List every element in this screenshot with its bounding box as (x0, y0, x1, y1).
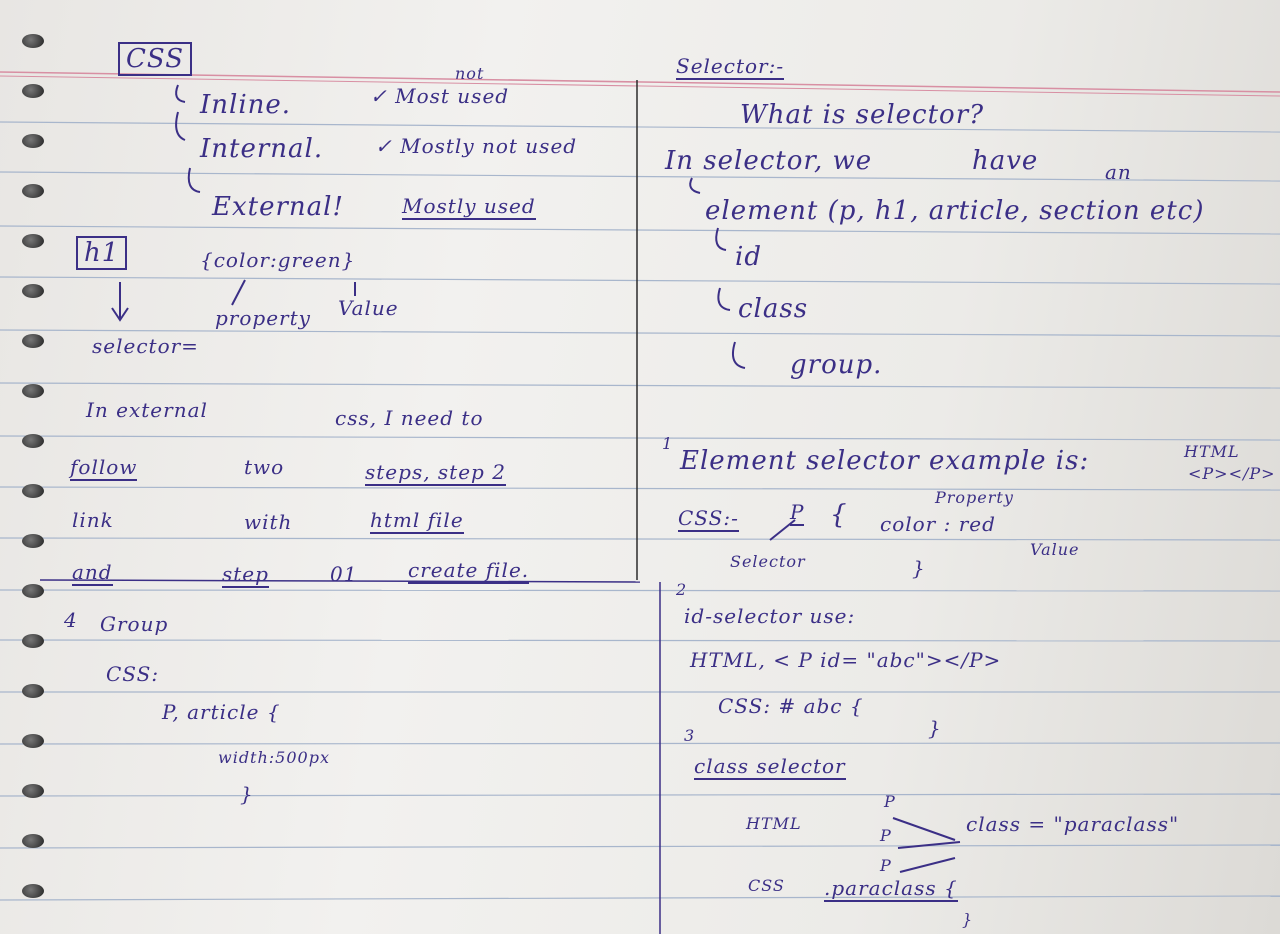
binding-ring (22, 784, 44, 798)
example-1-close: } (912, 556, 926, 580)
example-3-class: class = "paraclass" (966, 812, 1180, 836)
label-value: Value (338, 296, 399, 320)
example-3-css: CSS (748, 876, 785, 895)
para-text: step (222, 562, 269, 586)
example-3-html: HTML (746, 814, 802, 833)
selector-question: What is selector? (740, 100, 985, 130)
external-note: Mostly used (402, 194, 536, 218)
example-1-html-code: <P></P> (1188, 464, 1276, 483)
rule-selector: h1 (76, 236, 127, 270)
css-heading: CSS (118, 42, 192, 76)
binding-ring (22, 284, 44, 298)
para-text: with (244, 510, 293, 534)
label-property: property (215, 306, 311, 330)
example-3-p: P (880, 856, 892, 875)
group-number: 4 (64, 608, 78, 632)
group-css-label: CSS: (106, 662, 160, 686)
para-text: link (72, 508, 114, 532)
selector-intro-an: an (1105, 160, 1132, 184)
para-text: css, I need to (335, 406, 484, 430)
group-title: Group (100, 612, 169, 636)
para-text: 01 (330, 562, 358, 586)
para-text: two (244, 455, 285, 479)
para-text: In external (86, 398, 208, 422)
binding-ring (22, 584, 44, 598)
binding-ring (22, 184, 44, 198)
list-item-element: element (p, h1, article, section etc) (705, 196, 1205, 226)
example-3-p: P (880, 826, 892, 845)
example-2-css: CSS: # abc { (718, 694, 864, 718)
selector-intro-have: have (972, 146, 1039, 176)
example-1-decl: color : red (880, 512, 996, 536)
para-text: steps, step 2 (365, 460, 506, 484)
binding-ring (22, 84, 44, 98)
label-selector: selector= (92, 334, 199, 358)
example-2-close: } (928, 716, 942, 740)
example-3-close: } (962, 910, 974, 929)
binding-ring (22, 334, 44, 348)
example-3-rule: .paraclass { (824, 876, 958, 900)
inline-not: not (455, 64, 485, 83)
example-number: 1 (662, 434, 674, 453)
inline-label: Inline. (200, 90, 292, 120)
selector-heading: Selector:- (676, 54, 785, 78)
list-item-class: class (738, 294, 809, 324)
group-close: } (240, 782, 254, 806)
internal-label: Internal. (200, 134, 324, 164)
binding-ring (22, 634, 44, 648)
binding-ring (22, 384, 44, 398)
example-1-css-label: CSS:- (678, 506, 739, 530)
example-number: 3 (684, 726, 696, 745)
para-text: create file. (408, 558, 530, 582)
example-1-selector: Selector (730, 552, 806, 571)
binding-ring (22, 234, 44, 248)
group-rule: P, article { (162, 700, 281, 724)
example-1-brace: { (830, 500, 848, 530)
example-3-title: class selector (694, 754, 846, 778)
para-text: and (72, 560, 113, 584)
binding-ring (22, 734, 44, 748)
binding-ring (22, 484, 44, 498)
binding-ring (22, 34, 44, 48)
list-item-id: id (735, 242, 762, 272)
list-item-group: group. (790, 350, 883, 380)
external-label: External! (212, 192, 344, 222)
example-number: 2 (676, 580, 688, 599)
binding-ring (22, 134, 44, 148)
example-1-title: Element selector example is: (680, 446, 1090, 476)
binding-ring (22, 684, 44, 698)
rule-body: {color:green} (200, 248, 356, 272)
example-1-p: P (790, 500, 805, 524)
example-3-p: P (884, 792, 896, 811)
binding-ring (22, 434, 44, 448)
para-text: follow (70, 455, 138, 479)
example-1-value: Value (1030, 540, 1080, 559)
binding-ring (22, 534, 44, 548)
binding-ring (22, 884, 44, 898)
internal-note: ✓ Mostly not used (375, 134, 578, 158)
selector-intro: In selector, we (665, 146, 873, 176)
group-decl: width:500px (218, 748, 330, 767)
para-text: html file (370, 508, 464, 532)
example-1-html-label: HTML (1184, 442, 1240, 461)
binding-ring (22, 834, 44, 848)
example-1-property: Property (935, 488, 1014, 507)
example-2-html: HTML, < P id= "abc"></P> (690, 648, 1002, 672)
inline-note: ✓ Most used (370, 84, 510, 108)
example-2-title: id-selector use: (684, 604, 856, 628)
